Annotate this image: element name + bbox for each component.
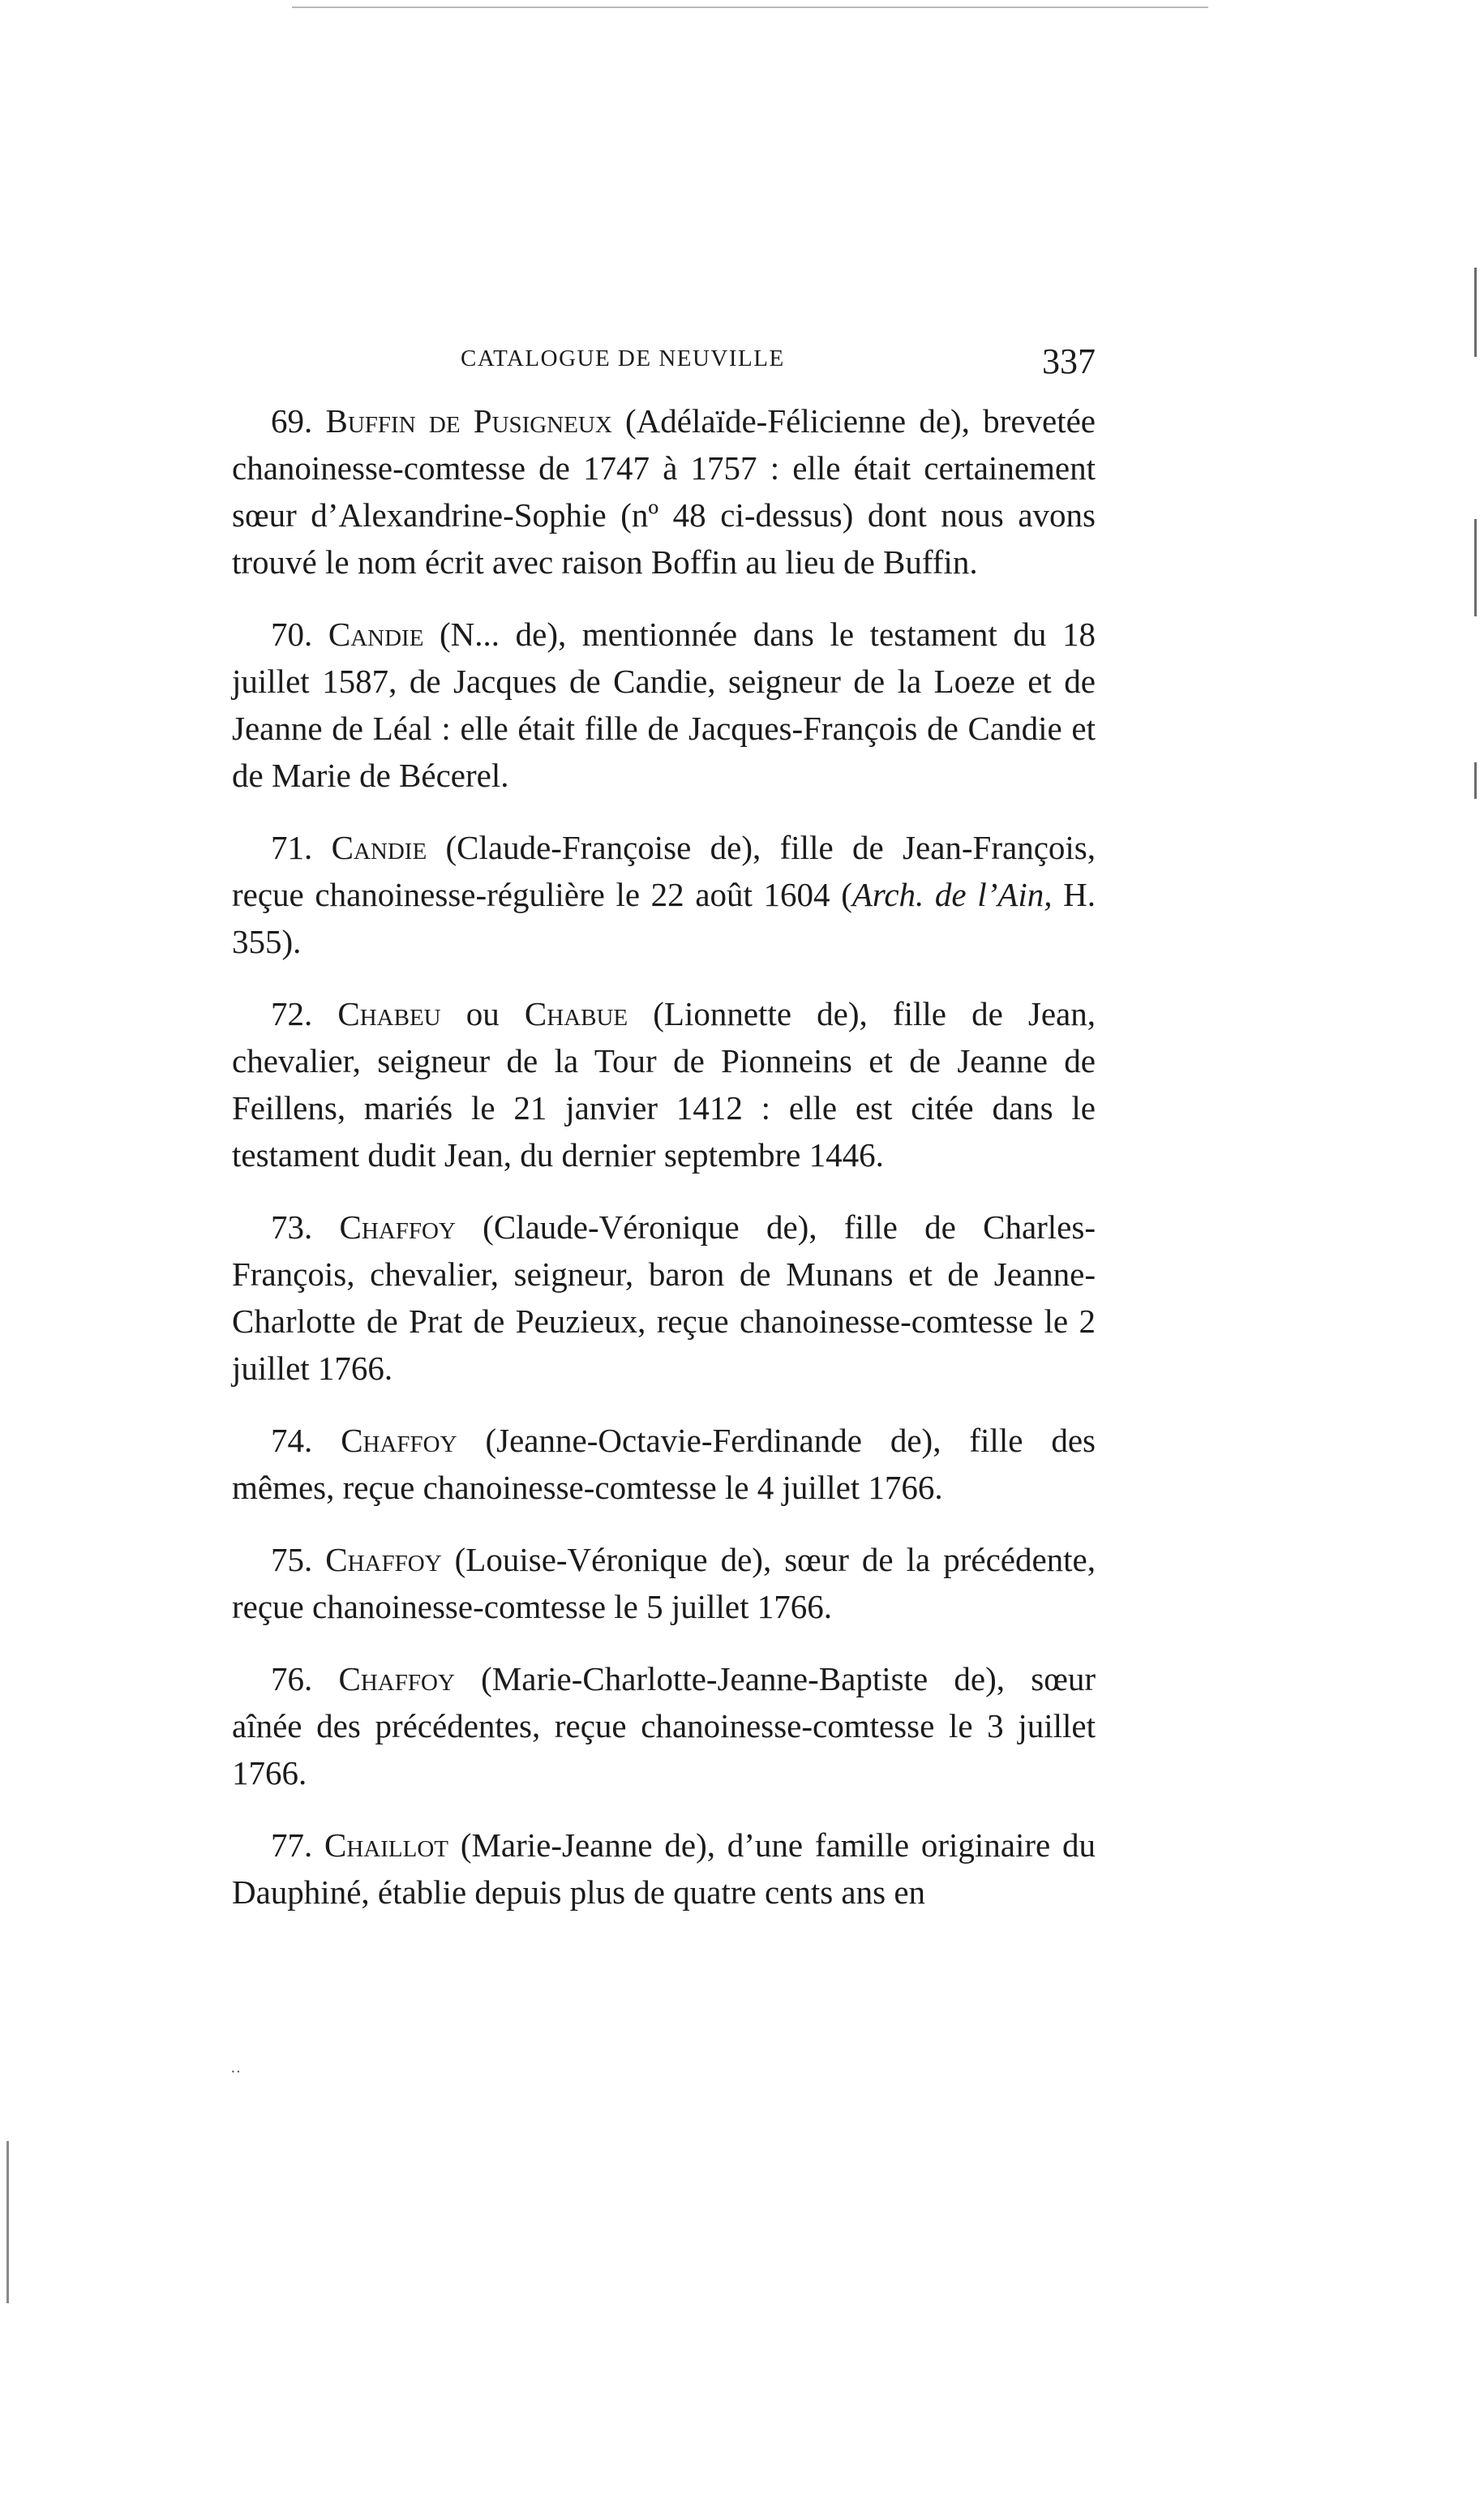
scan-edge-mark bbox=[6, 2141, 9, 2303]
scan-speck: ·· bbox=[230, 2063, 242, 2081]
entry-number: 76. bbox=[271, 1660, 313, 1697]
catalogue-entry bbox=[232, 611, 1096, 799]
entry-name: Chaffoy bbox=[341, 1422, 457, 1459]
entry-name: Candie bbox=[328, 616, 424, 653]
catalogue-entry bbox=[232, 1204, 1096, 1392]
entry-name: Chaffoy bbox=[339, 1208, 456, 1246]
entry-text-after: H. 355). bbox=[232, 876, 1096, 960]
entry-number: 74. bbox=[271, 1422, 313, 1459]
entry-name: Chabeu bbox=[337, 995, 441, 1032]
entry-name: Candie bbox=[331, 829, 427, 866]
entry-name: Chaffoy bbox=[338, 1660, 455, 1697]
entry-text: (Lionnette de), fille de Jean, chevalier, seigneur de la Tour de Pionneins et de Jeanne de Feillens, mariés le 21 janvier 1412 : elle est citée dans le testament dudit Jean, du dernier septembre 1446. bbox=[232, 995, 1096, 1174]
entry-number: 70. bbox=[271, 616, 313, 653]
entry-text: (Claude-Françoise de), fille de Jean-François, reçue chanoinesse-régulière le 22 août 1604 ( bbox=[232, 829, 1096, 913]
catalogue-entry bbox=[232, 1655, 1096, 1796]
entry-name: Chaillot bbox=[324, 1826, 449, 1864]
entry-name: Chaffoy bbox=[325, 1541, 442, 1578]
entry-text: (Claude-Véronique de), fille de Charles-François, chevalier, seigneur, baron de Munans et de Jeanne-Charlotte de Prat de Peuzieux, reçue chanoinesse-comtesse le 2 juillet 1766. bbox=[232, 1208, 1096, 1387]
scan-edge-mark bbox=[1474, 268, 1477, 357]
entry-number: 75. bbox=[271, 1541, 313, 1578]
book-page bbox=[232, 341, 1096, 1941]
running-title: CATALOGUE DE NEUVILLE bbox=[461, 345, 785, 371]
entry-citation: Arch. de l’Ain, bbox=[851, 876, 1053, 913]
entry-number: 72. bbox=[271, 995, 313, 1032]
entry-name-variant: Chabue bbox=[524, 995, 628, 1032]
page-number: 337 bbox=[1042, 341, 1096, 381]
catalogue-entry bbox=[232, 990, 1096, 1178]
entry-text: (Marie-Charlotte-Jeanne-Baptiste de), sœur aînée des précédentes, reçue chanoinesse-comtesse le 3 juillet 1766. bbox=[232, 1660, 1096, 1792]
scan-edge-mark bbox=[1474, 519, 1477, 616]
entry-text: (N... de), mentionnée dans le testament du 18 juillet 1587, de Jacques de Candie, seigneur de la Loeze et de Jeanne de Léal : elle était fille de Jacques-François de Candie et de Marie de Bécerel. bbox=[232, 616, 1096, 794]
catalogue-entry bbox=[232, 1536, 1096, 1630]
catalogue-entry bbox=[232, 1822, 1096, 1916]
entry-name: Buffin de Pusigneux bbox=[325, 402, 612, 440]
entry-number: 69. bbox=[271, 402, 313, 440]
entry-number: 77. bbox=[271, 1826, 313, 1864]
catalogue-entry bbox=[232, 1417, 1096, 1511]
entry-number: 71. bbox=[271, 829, 313, 866]
entry-conjunction: ou bbox=[440, 995, 525, 1032]
catalogue-entry bbox=[232, 397, 1096, 586]
entry-text: (Marie-Jeanne de), d’une famille originaire du Dauphiné, établie depuis plus de quatre cents ans en bbox=[232, 1826, 1096, 1911]
entry-number: 73. bbox=[271, 1208, 313, 1246]
scan-edge-rule bbox=[292, 6, 1208, 8]
scan-edge-mark bbox=[1474, 762, 1477, 799]
entry-text: (Adélaïde-Félicienne de), brevetée chanoinesse-comtesse de 1747 à 1757 : elle était certainement sœur d’Alexandrine-Sophie (nº 48 ci-dessus) dont nous avons trouvé le nom écrit avec raison Boffin au lieu de Buffin. bbox=[232, 402, 1096, 581]
catalogue-entry bbox=[232, 824, 1096, 965]
running-head bbox=[232, 341, 1096, 397]
entry-text: (Louise-Véronique de), sœur de la précédente, reçue chanoinesse-comtesse le 5 juillet 1766. bbox=[232, 1541, 1096, 1625]
entry-text: (Jeanne-Octavie-Ferdinande de), fille des mêmes, reçue chanoinesse-comtesse le 4 juillet 1766. bbox=[232, 1422, 1096, 1506]
